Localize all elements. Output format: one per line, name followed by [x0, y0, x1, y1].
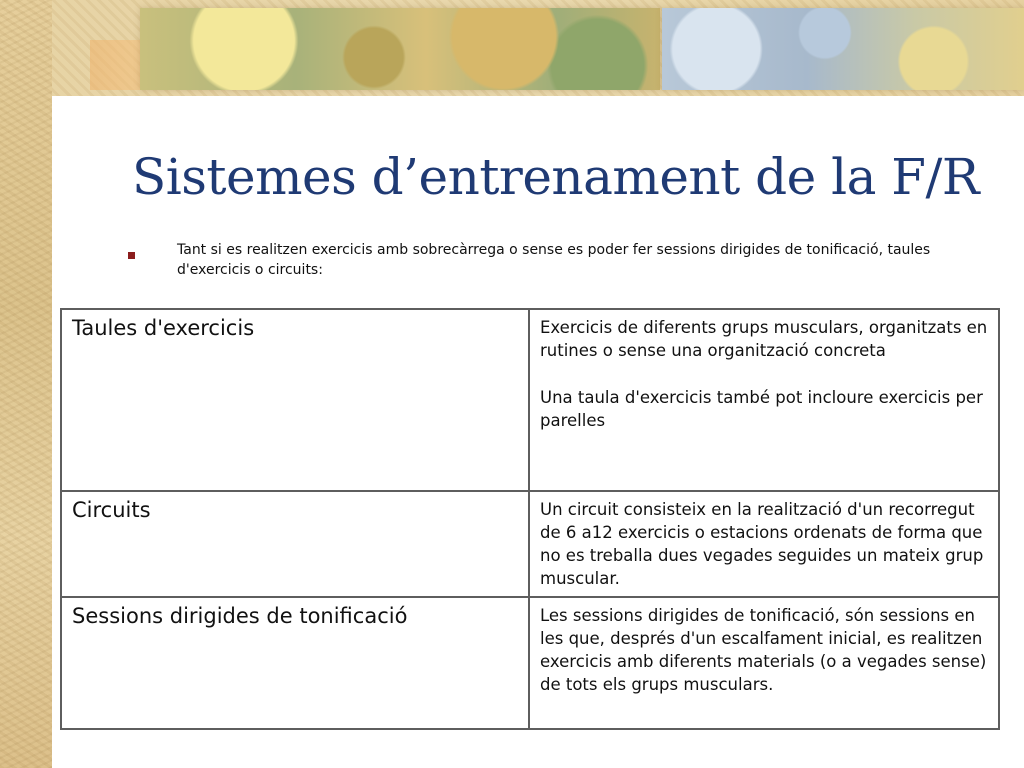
slide-title: Sistemes d’entrenament de la F/R [132, 148, 979, 206]
term-cell: Sessions dirigides de tonificació [61, 597, 529, 729]
term-cell: Circuits [61, 491, 529, 597]
table-row [61, 309, 999, 491]
term-cell: Taules d'exercicis [61, 309, 529, 491]
description-cell [529, 309, 999, 491]
description-cell [529, 597, 999, 729]
description-paragraph: Les sessions dirigides de tonificació, són sessions en les que, després d'un escalfament inicial, es realitzen exercicis amb diferents materials (o a vegades sense) de tots els grups musculars. [540, 606, 987, 694]
table-row [61, 597, 999, 729]
bullet-square-icon [128, 252, 135, 259]
description-paragraph: Un circuit consisteix en la realització d'un recorregut de 6 a12 exercicis o estacions ordenats de forma que no es treballa dues vegades seguides un mateix grup muscular. [540, 500, 984, 588]
banner-image-left [140, 8, 660, 90]
description-cell [529, 491, 999, 597]
left-decorative-band [0, 0, 52, 768]
bullet-text: Tant si es realitzen exercicis amb sobrecàrrega o sense es poder fer sessions dirigides de tonificació, taules d'exercicis o circuits: [177, 242, 931, 278]
table-row [61, 491, 999, 597]
paragraph-spacer [540, 362, 988, 386]
description-paragraph: Exercicis de diferents grups musculars, organitzats en rutines o sense una organització concreta [540, 318, 988, 360]
training-systems-table [60, 308, 1000, 730]
description-paragraph: Una taula d'exercicis també pot incloure exercicis per parelles [540, 388, 983, 430]
banner-image-right [662, 8, 1024, 90]
bullet-item [128, 240, 968, 280]
banner-accent [90, 40, 140, 90]
